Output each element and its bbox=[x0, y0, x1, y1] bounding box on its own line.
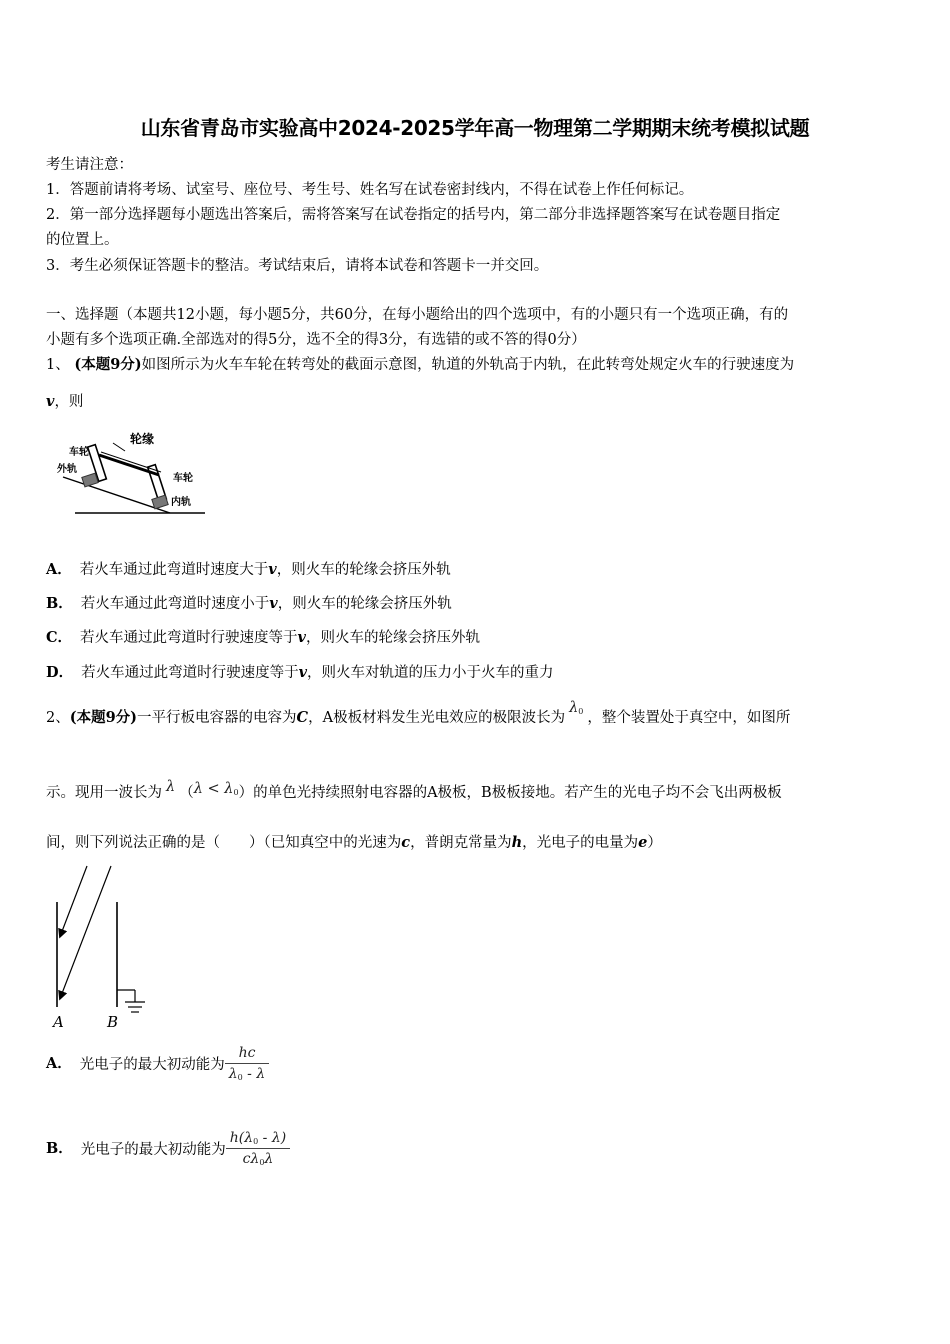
q1-stem-rest: ，则 bbox=[54, 394, 84, 410]
section-heading: 一、选择题（本题共12小题，每小题5分，共60分，在每小题给出的四个选项中，有的小题只有一个选项正确，有的 bbox=[46, 307, 789, 323]
formula-a: $\frac{hc}{\lambda_0 - \lambda}$ bbox=[225, 1045, 269, 1082]
q1-number: 1、 bbox=[46, 357, 70, 373]
q1-wheel-figure bbox=[55, 425, 215, 520]
label-rim: 轮缘 bbox=[130, 432, 155, 446]
q2-stem-line2: 示。现用一波长为 λ $(\lambda < \lambda_0)$的单色光持续照射电容器的A极板，B极板接地。若产生的光电子均不会飞出两极板 bbox=[46, 779, 782, 801]
light-ray-shape bbox=[61, 866, 111, 996]
label-plate-b: B bbox=[107, 1013, 119, 1031]
q1-stem-text: 如图所示为火车车轮在转弯处的截面示意图，轨道的外轨高于内轨，在此转弯处规定火车的行驶速度为 bbox=[141, 357, 795, 373]
lambda0-symbol: $\lambda_0$ bbox=[569, 700, 584, 716]
section-heading-cont: 小题有多个选项正确.全部选对的得5分，选不全的得3分，有选错的或不答的得0分） bbox=[46, 332, 586, 348]
formula-b: $\frac{h(\lambda_0 - \lambda)}{c\lambda_0\lambda}$ bbox=[226, 1130, 290, 1167]
axle-shape bbox=[99, 455, 159, 475]
q2-stem: 2、(本题9分)一平行板电容器的电容为C，A极板材料发生光电效应的极限波长为$\lambda_0$ ，整个装置处于真空中，如图所 bbox=[46, 700, 791, 726]
label-wheel-right: 车轮 bbox=[173, 473, 193, 484]
label-wheel-left: 车轮 bbox=[69, 447, 89, 458]
q1-points: (本题9分) bbox=[74, 356, 142, 373]
label-plate-a: A bbox=[53, 1013, 64, 1031]
label-inner-rail: 内轨 bbox=[171, 497, 191, 508]
q1-stem-line2 bbox=[46, 390, 83, 411]
q2-option-a: A． 光电子的最大初动能为 $\frac{hc}{\lambda_0 - \lambda}$ bbox=[46, 1045, 269, 1082]
q1-var-v: v bbox=[46, 393, 55, 410]
q2-capacitor-figure bbox=[45, 862, 155, 1034]
label-outer-rail: 外轨 bbox=[57, 464, 77, 475]
q1-option-c: C． 若火车通过此弯道时行驶速度等于v，则火车的轮缘会挤压外轨 bbox=[46, 629, 480, 646]
notice-item: 1．答题前请将考场、试室号、座位号、考生号、姓名写在试卷密封线内，不得在试卷上作任何标记。 bbox=[46, 182, 694, 198]
light-ray-shape bbox=[61, 866, 87, 934]
q2-option-b: B． 光电子的最大初动能为 $\frac{h(\lambda_0 - \lambda)}{c\lambda_0\lambda}$ bbox=[46, 1130, 290, 1167]
q1-option-d: D． 若火车通过此弯道时行驶速度等于v，则火车对轨道的压力小于火车的重力 bbox=[46, 664, 554, 681]
notice-item: 2．第一部分选择题每小题选出答案后，需将答案写在试卷指定的括号内，第二部分非选择题答案写在试卷题目指定 bbox=[46, 207, 781, 223]
notice-item: 3．考生必须保证答题卡的整洁。考试结束后，请将本试卷和答题卡一并交回。 bbox=[46, 258, 549, 274]
inner-rail-shape bbox=[152, 495, 168, 509]
q1-option-b: B． 若火车通过此弯道时速度小于v，则火车的轮缘会挤压外轨 bbox=[46, 595, 452, 612]
q2-stem-line3: 间，则下列说法正确的是（ ）（已知真空中的光速为c，普朗克常量为h，光电子的电量为e） bbox=[46, 834, 662, 851]
notice-item: 的位置上。 bbox=[46, 232, 119, 248]
outer-rail-shape bbox=[82, 473, 98, 487]
notice-heading: 考生请注意： bbox=[46, 157, 133, 173]
q1-stem bbox=[46, 353, 794, 374]
page-title: 山东省青岛市实验高中2024-2025学年高一物理第二学期期末统考模拟试题 bbox=[140, 116, 810, 140]
q1-option-a: A． 若火车通过此弯道时速度大于v，则火车的轮缘会挤压外轨 bbox=[46, 561, 451, 578]
